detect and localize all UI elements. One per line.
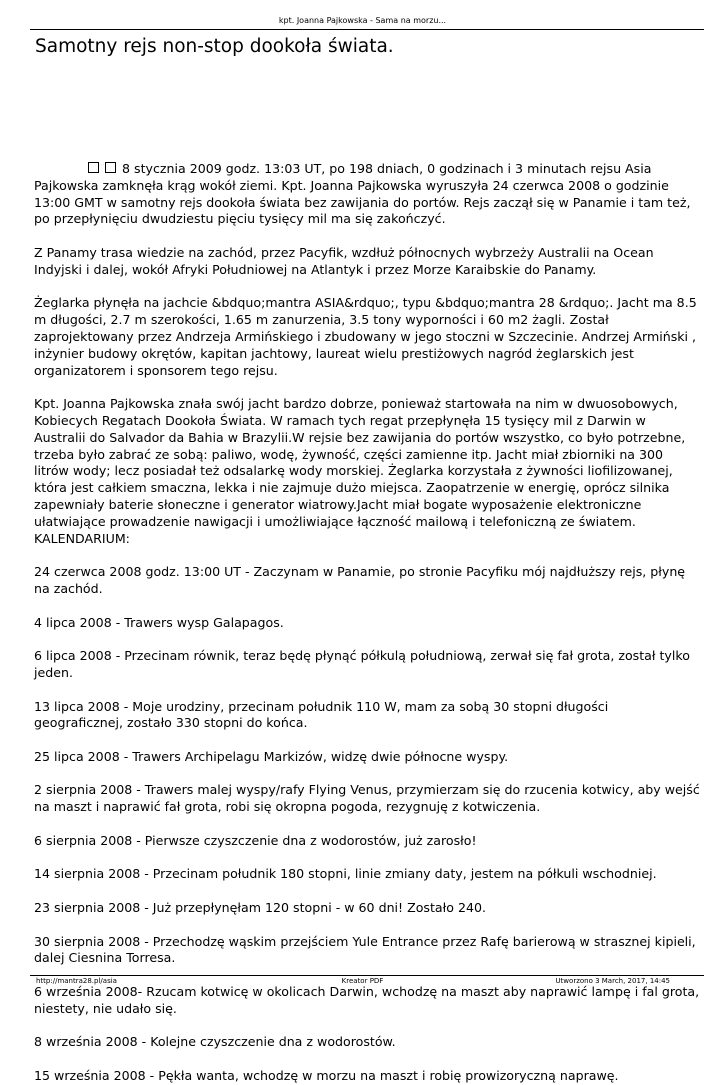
paragraph-text: 8 stycznia 2009 godz. 13:03 UT, po 198 dniach, 0 godzinach i 3 minutach rejsu Asia Pajkowska zamknęła krąg wokół ziemi. Kpt. Joanna Pajkowska wyruszyła 24 czerwca 2008 o godzinie 13:00 GMT w samotny rejs dookoła świata bez zawijania do portów. Rejs zaczął się w Panamie i tam też, po przepłynięciu dwudziestu pięciu tysięcy mil ma się zakończyć. <box>34 161 691 227</box>
calendar-entry: 14 sierpnia 2008 - Przecinam południk 180 stopni, linie zmiany daty, jestem na półkuli wschodniej. <box>34 866 657 882</box>
calendar-entry: 6 sierpnia 2008 - Pierwsze czyszczenie dna z wodorostów, już zarosło! <box>34 832 477 848</box>
paragraph-route: Z Panamy trasa wiedzie na zachód, przez Pacyfik, wzdłuż północnych wybrzeży Australii na Ocean Indyjski i dalej, wokół Afryki Południowej na Atlantyk i przez Morze Karaibskie do Panamy. <box>34 244 654 277</box>
paragraph-yacht: Żeglarka płynęła na jachcie &bdquo;mantra ASIA&rdquo;, typu &bdquo;mantra 28 &rdquo;. Jacht ma 8.5 m długości, 2.7 m szerokości, 1.65 m zanurzenia, 3.5 tony wyporności i 60 m2 żagli. Został zaprojektowany przez Andrzeja Armińskiego i zbudowany w jego stoczni w Szczecinie. Andrzej Armiński , inżynier budowy okrętów, kapitan jachtowy, laureat wielu prestiżowych nagród żeglarskich jest organizatorem i sponsorem tego rejsu. <box>34 295 697 378</box>
paragraph-preparation: Kpt. Joanna Pajkowska znała swój jacht bardzo dobrze, ponieważ startowała na nim w dwuosobowych, Kobiecych Regatach Dookoła Świata. W ramach tych regat przepłynęła 15 tysięcy mil z Darwin w Australii do Salvador da Bahia w Brazylii.W rejsie bez zawijania do portów wszystko, co było potrzebne, trzeba było zabrać ze sobą: paliwo, wodę, żywność, części zamienne itp. Jacht miał zbiorniki na 300 litrów wody; lecz posiadał też odsalarkę wody morskiej. Żeglarka korzystała z żywności liofilizowanej, która jest całkiem smaczna, lekka i nie zajmuje dużo miejsca. Zaopatrzenie w energię, oprócz silnika zapewniały baterie słoneczne i generator wiatrowy.Jacht miał bogate wyposażenie elektroniczne ułatwiające prowadzenie nawigacji i umożliwiające łączność mailową i telefoniczną ze światem. <box>34 396 686 529</box>
calendar-entry: 8 września 2008 - Kolejne czyszczenie dna z wodorostów. <box>34 1034 396 1050</box>
calendar-heading: KALENDARIUM: <box>34 530 130 546</box>
calendar-list <box>34 564 700 1085</box>
footer-rule <box>30 975 704 976</box>
missing-glyph-icon <box>88 162 99 173</box>
missing-glyph-icon <box>105 162 116 173</box>
footer-generator: Kreator PDF <box>341 977 384 985</box>
calendar-entry: 25 lipca 2008 - Trawers Archipelagu Markizów, widzę dwie północne wyspy. <box>34 748 509 764</box>
footer-url: http://mantra28.pl/asia <box>36 977 117 985</box>
page-footer <box>0 977 725 987</box>
calendar-entry: 6 lipca 2008 - Przecinam równik, teraz będę płynąć półkulą południową, zerwał się fał grota, został tylko jeden. <box>34 648 690 680</box>
calendar-entry: 13 lipca 2008 - Moje urodziny, przecinam południk 110 W, mam za sobą 30 stopni długości geograficznej, zostało 330 stopni do końca. <box>34 698 609 731</box>
calendar-entry: 23 sierpnia 2008 - Już przepłynęłam 120 stopni - w 60 dni! Zostało 240. <box>34 900 486 916</box>
header-rule <box>30 29 704 30</box>
calendar-entry: 2 sierpnia 2008 - Trawers malej wyspy/rafy Flying Venus, przymierzam się do rzucenia kotwicy, aby wejść na maszt i naprawić fał grota, robi się okropna pogoda, rezygnuję z kotwiczenia. <box>34 782 700 815</box>
footer-created: Utworzono 3 March, 2017, 14:45 <box>555 977 670 985</box>
running-header: kpt. Joanna Pajkowska - Sama na morzu... <box>278 16 447 25</box>
calendar-entry: 30 sierpnia 2008 - Przechodzę wąskim przejściem Yule Entrance przez Rafę barierową w strasznej kipieli, dalej Ciesnina Torresa. <box>34 933 696 966</box>
calendar-entry: 15 września 2008 - Pękła wanta, wchodzę w morzu na maszt i robię prowizoryczną naprawę. <box>34 1068 619 1084</box>
calendar-entry: 4 lipca 2008 - Trawers wysp Galapagos. <box>34 614 284 630</box>
calendar-entry: 6 września 2008- Rzucam kotwicę w okolicach Darwin, wchodzę na maszt aby naprawić lampę i fal grota, niestety, nie udało się. <box>34 984 700 1016</box>
paragraph-intro <box>34 161 700 228</box>
calendar-entry: 24 czerwca 2008 godz. 13:00 UT - Zaczynam w Panamie, po stronie Pacyfiku mój najdłuższy rejs, płynę na zachód. <box>34 564 686 596</box>
page-title: Samotny rejs non-stop dookoła świata. <box>35 36 394 57</box>
